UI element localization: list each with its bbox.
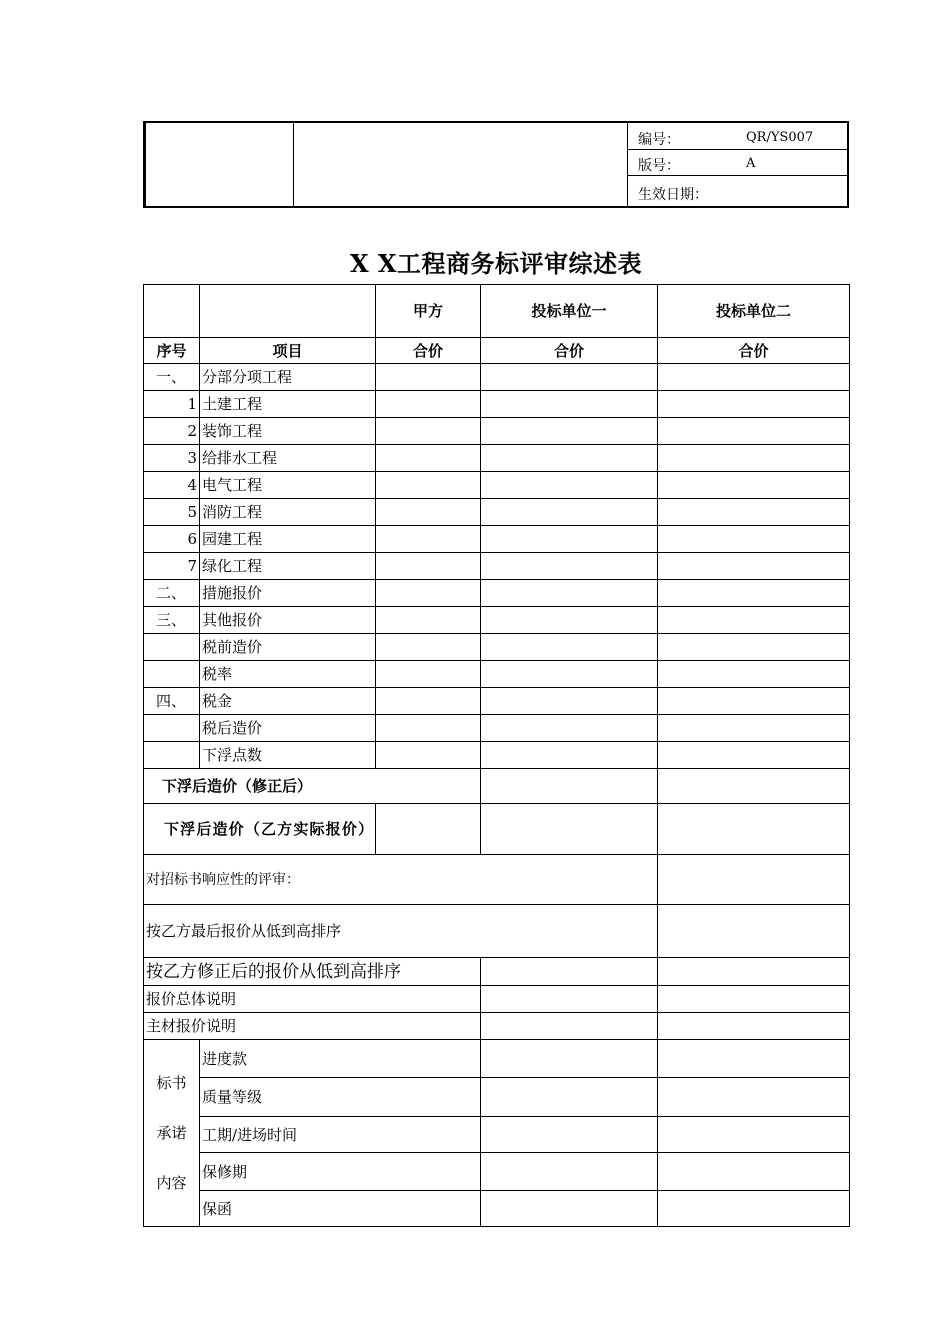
table-row bbox=[144, 472, 850, 499]
table-row bbox=[144, 742, 850, 769]
row-no: 3 bbox=[144, 445, 200, 472]
row-no: 7 bbox=[144, 553, 200, 580]
col-price-2: 合价 bbox=[658, 338, 850, 364]
row-no: 5 bbox=[144, 499, 200, 526]
rank-final-label: 按乙方最后报价从低到高排序 bbox=[144, 905, 658, 958]
table-row bbox=[144, 607, 850, 634]
row-item: 装饰工程 bbox=[200, 418, 376, 445]
doc-version-value: A bbox=[746, 156, 756, 171]
row-no: 三、 bbox=[144, 607, 200, 634]
table-header-row bbox=[144, 285, 850, 338]
rank-final-row bbox=[144, 905, 850, 958]
header-divider bbox=[293, 123, 294, 206]
col-bidder-2: 投标单位二 bbox=[658, 285, 850, 338]
commitment-label-line: 内容 bbox=[156, 1174, 187, 1192]
row-no bbox=[144, 661, 200, 688]
row-no bbox=[144, 742, 200, 769]
table-row bbox=[144, 661, 850, 688]
row-item: 绿化工程 bbox=[200, 553, 376, 580]
commitment-item: 保函 bbox=[200, 1191, 481, 1227]
rank-revised-row bbox=[144, 958, 850, 986]
commitment-row bbox=[144, 1191, 850, 1227]
row-item: 分部分项工程 bbox=[200, 364, 376, 391]
col-no: 序号 bbox=[144, 338, 200, 364]
after-float-actual-row bbox=[144, 804, 850, 855]
row-no: 一、 bbox=[144, 364, 200, 391]
header-divider bbox=[627, 123, 628, 206]
row-item: 消防工程 bbox=[200, 499, 376, 526]
row-item: 园建工程 bbox=[200, 526, 376, 553]
row-no bbox=[144, 715, 200, 742]
row-no: 1 bbox=[144, 391, 200, 418]
commitment-item: 质量等级 bbox=[200, 1078, 481, 1117]
col-price-a: 合价 bbox=[376, 338, 481, 364]
commitment-row bbox=[144, 1153, 850, 1191]
doc-effective-date-label: 生效日期： bbox=[638, 187, 708, 203]
row-item: 税金 bbox=[200, 688, 376, 715]
table-row bbox=[144, 364, 850, 391]
table-row bbox=[144, 688, 850, 715]
commitment-item: 进度款 bbox=[200, 1040, 481, 1078]
responsiveness-label: 对招标书响应性的评审： bbox=[144, 855, 658, 905]
material-note-label: 主材报价说明 bbox=[144, 1013, 481, 1040]
responsiveness-row bbox=[144, 855, 850, 905]
table-row bbox=[144, 418, 850, 445]
col-bidder-1: 投标单位一 bbox=[481, 285, 658, 338]
commitment-row bbox=[144, 1078, 850, 1117]
row-item: 税前造价 bbox=[200, 634, 376, 661]
header-row-divider bbox=[628, 149, 847, 150]
row-item: 其他报价 bbox=[200, 607, 376, 634]
page-title: X X工程商务标评审综述表 bbox=[349, 249, 643, 278]
row-item: 税后造价 bbox=[200, 715, 376, 742]
row-item: 土建工程 bbox=[200, 391, 376, 418]
row-no: 四、 bbox=[144, 688, 200, 715]
row-no: 6 bbox=[144, 526, 200, 553]
table-subheader-row bbox=[144, 338, 850, 364]
commitment-item: 工期/进场时间 bbox=[200, 1117, 481, 1153]
row-no: 二、 bbox=[144, 580, 200, 607]
commitment-row bbox=[144, 1040, 850, 1078]
col-party-a: 甲方 bbox=[376, 285, 481, 338]
table-row bbox=[144, 499, 850, 526]
row-no: 2 bbox=[144, 418, 200, 445]
col-item: 项目 bbox=[200, 338, 376, 364]
after-float-revised-row bbox=[144, 769, 850, 804]
material-note-row bbox=[144, 1013, 850, 1040]
row-no: 4 bbox=[144, 472, 200, 499]
table-row bbox=[144, 391, 850, 418]
header-row-divider bbox=[628, 175, 847, 176]
rank-revised-label: 按乙方修正后的报价从低到高排序 bbox=[144, 958, 481, 986]
after-float-actual-label: 下浮后造价（乙方实际报价） bbox=[144, 804, 376, 855]
table-row bbox=[144, 715, 850, 742]
after-float-revised-label: 下浮后造价（修正后） bbox=[144, 769, 481, 804]
row-item: 电气工程 bbox=[200, 472, 376, 499]
table-row bbox=[144, 553, 850, 580]
row-item: 税率 bbox=[200, 661, 376, 688]
doc-code-value: QR/YS007 bbox=[746, 130, 814, 145]
commitment-label bbox=[144, 1040, 200, 1227]
row-item: 措施报价 bbox=[200, 580, 376, 607]
document-header-box bbox=[143, 121, 849, 208]
table-row bbox=[144, 526, 850, 553]
row-item: 给排水工程 bbox=[200, 445, 376, 472]
overall-note-label: 报价总体说明 bbox=[144, 986, 481, 1013]
table-row bbox=[144, 634, 850, 661]
col-price-1: 合价 bbox=[481, 338, 658, 364]
doc-code-label: 编号： bbox=[638, 132, 680, 148]
commitment-row bbox=[144, 1117, 850, 1153]
doc-version-label: 版号： bbox=[638, 158, 680, 174]
table-row bbox=[144, 445, 850, 472]
row-item: 下浮点数 bbox=[200, 742, 376, 769]
commitment-label-line: 标书 bbox=[156, 1074, 187, 1092]
table-row bbox=[144, 580, 850, 607]
overall-note-row bbox=[144, 986, 850, 1013]
commitment-item: 保修期 bbox=[200, 1153, 481, 1191]
evaluation-table bbox=[143, 284, 850, 1227]
row-no bbox=[144, 634, 200, 661]
commitment-label-line: 承诺 bbox=[156, 1124, 187, 1142]
